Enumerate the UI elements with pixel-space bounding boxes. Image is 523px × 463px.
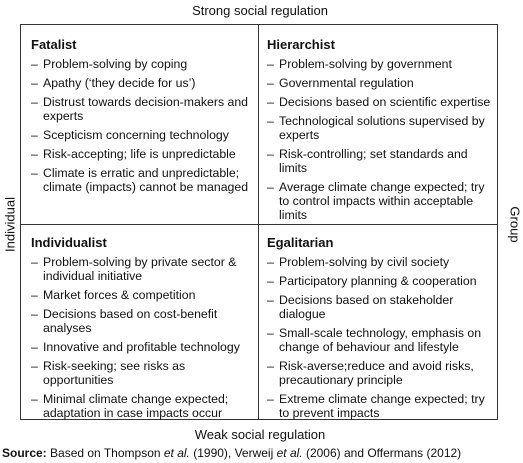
source-text: (2006) and Offermans (2012): [302, 446, 462, 460]
list-item: – Risk-controlling; set standards and limits: [267, 147, 495, 175]
source-label: Source:: [2, 446, 47, 460]
source-citation: [2, 446, 461, 460]
list-item: – Distrust towards decision-makers and experts: [31, 95, 256, 123]
axis-label-bottom: Weak social regulation: [194, 427, 326, 442]
list-item: – Apathy (‘they decide for us’): [31, 76, 256, 90]
axis-label-right: Group: [507, 206, 523, 243]
list-item: – Innovative and profitable technology: [31, 340, 256, 354]
list-item: – Decisions based on scientific expertise: [267, 95, 495, 109]
axis-label-left: Individual: [2, 197, 18, 252]
source-text: (1990), Verweij: [189, 446, 277, 460]
list-item: – Minimal climate change expected; adaptation in case impacts occur: [31, 392, 256, 420]
quadrant-hierarchist: [267, 37, 495, 227]
source-etal: et al.: [163, 446, 190, 460]
vertical-divider: [258, 25, 259, 419]
list-item: – Average climate change expected; try to control impacts within acceptable limits: [267, 180, 495, 222]
list-item: – Technological solutions supervised by experts: [267, 114, 495, 142]
list-item: – Governmental regulation: [267, 76, 495, 90]
quadrant-list: [267, 255, 495, 420]
list-item: – Risk-averse;reduce and avoid risks, precautionary principle: [267, 359, 495, 387]
list-item: – Decisions based on cost-benefit analyses: [31, 307, 256, 335]
source-text: Based on Thompson: [46, 446, 164, 460]
list-item: – Problem-solving by government: [267, 57, 495, 71]
axis-label-top: Strong social regulation: [192, 3, 328, 18]
list-item: – Market forces & competition: [31, 288, 256, 302]
list-item: – Risk-seeking; see risks as opportunities: [31, 359, 256, 387]
source-etal: et al.: [276, 446, 303, 460]
quadrant-list: [31, 57, 256, 194]
list-item: – Problem-solving by private sector & individual initiative: [31, 255, 256, 283]
list-item: – Extreme climate change expected; try to prevent impacts: [267, 392, 495, 420]
list-item: – Climate is erratic and unpredictable; climate (impacts) cannot be managed: [31, 166, 256, 194]
quadrant-title: Egalitarian: [267, 235, 334, 250]
quadrant-list: [31, 255, 256, 420]
quadrant-list: [267, 57, 495, 222]
quadrant-title: Hierarchist: [267, 37, 335, 52]
list-item: – Problem-solving by coping: [31, 57, 256, 71]
list-item: – Participatory planning & cooperation: [267, 274, 495, 288]
list-item: – Scepticism concerning technology: [31, 128, 256, 142]
quadrant-egalitarian: [267, 235, 495, 425]
quadrant-title: Fatalist: [31, 37, 77, 52]
list-item: – Small-scale technology, emphasis on change of behaviour and lifestyle: [267, 326, 495, 354]
list-item: – Decisions based on stakeholder dialogue: [267, 293, 495, 321]
quadrant-title: Individualist: [31, 235, 107, 250]
quadrant-fatalist: [31, 37, 256, 199]
list-item: – Risk-accepting; life is unpredictable: [31, 147, 256, 161]
quadrant-individualist: [31, 235, 256, 425]
quadrant-grid: [20, 24, 498, 420]
list-item: – Problem-solving by civil society: [267, 255, 495, 269]
